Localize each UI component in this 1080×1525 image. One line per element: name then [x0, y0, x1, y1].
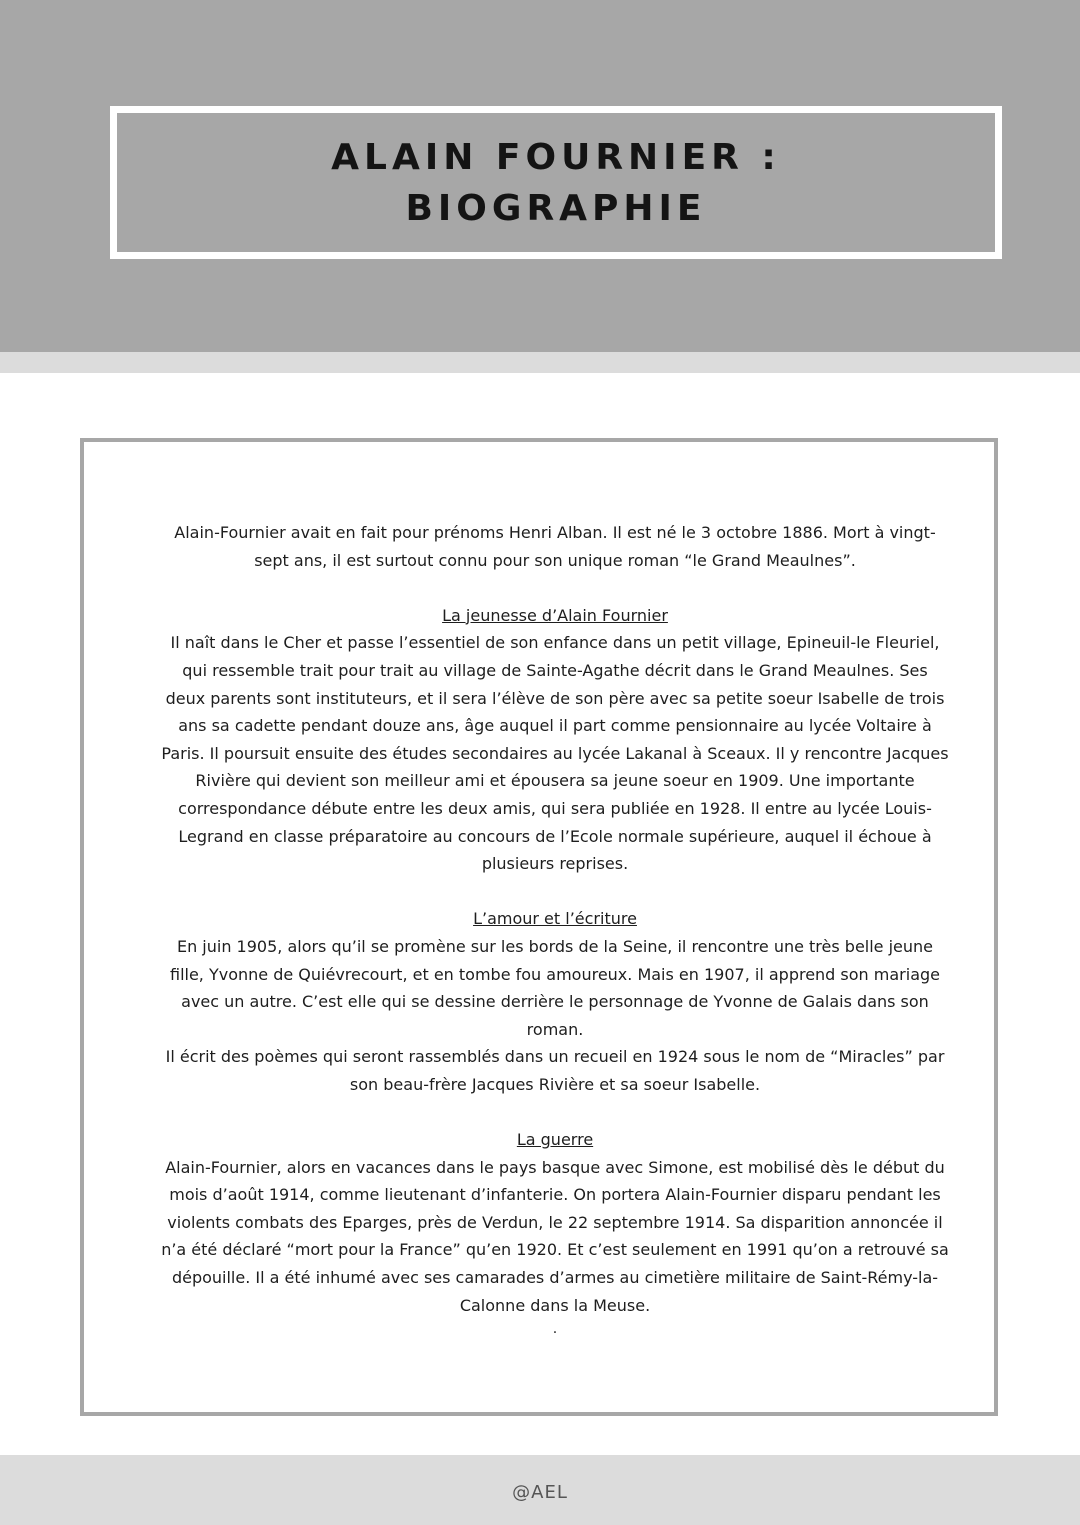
section-paragraph-guerre: Alain-Fournier, alors en vacances dans le pays basque avec Simone, est mobilisé dès le début du mois d’août 1914, comme lieutenant d’infanterie. On portera Alain-Fournier disparu pendant les violents combats des Eparges, près de Verdun, le 22 septembre 1914. Sa disparition annoncée il n’a été déclaré “mort pour la France” qu’en 1920. Et c’est seulement en 1991 qu’on a retrouvé sa dépouille. Il a été inhumé avec ses camarades d’armes au cimetière militaire de Saint-Rémy-la-Calonne dans la Meuse. — [161, 1157, 949, 1315]
section-paragraph-amour-1: En juin 1905, alors qu’il se promène sur les bords de la Seine, il rencontre une très belle jeune fille, Yvonne de Quiévrecourt, et en tombe fou amoureux. Mais en 1907, il apprend son mariage avec un autre. C’est elle qui se dessine derrière le personnage de Yvonne de Galais dans son roman. — [169, 936, 940, 1039]
footer-credit: @AEL — [512, 1481, 568, 1503]
title-frame — [110, 106, 1002, 259]
trailing-mark: . — [552, 1321, 558, 1338]
section-paragraph-jeunesse: Il naît dans le Cher et passe l’essentiel de son enfance dans un petit village, Epineuil-le Fleuriel, qui ressemble trait pour trait au village de Sainte-Agathe décrit dans le Grand Meaulnes. Ses deux parents sont instituteurs, et il sera l’élève de son père avec sa petite soeur Isabelle de trois ans sa cadette pendant douze ans, âge auquel il part comme pensionnaire au lycée Voltaire à Paris. Il poursuit ensuite des études secondaires au lycée Lakanal à Sceaux. Il y rencontre Jacques Rivière qui devient son meilleur ami et épousera sa jeune soeur en 1909. Une importante correspondance débute entre les deux amis, qui sera publiée en 1928. Il entre au lycée Louis-Legrand en classe préparatoire au concours de l’Ecole normale supérieure, auquel il échoue à plusieurs reprises. — [161, 633, 949, 874]
footer-band — [0, 1455, 1080, 1525]
intro-paragraph: Alain-Fournier avait en fait pour prénoms Henri Alban. Il est né le 3 octobre 1886. Mort à vingt-sept ans, il est surtout connu pour son unique roman “le Grand Meaulnes”. — [174, 523, 936, 570]
section-heading-amour: L’amour et l’écriture — [473, 909, 637, 929]
biography-body — [160, 519, 950, 1339]
section-paragraph-amour-2: Il écrit des poèmes qui seront rassemblés dans un recueil en 1924 sous le nom de “Miracles” par son beau-frère Jacques Rivière et sa soeur Isabelle. — [165, 1047, 945, 1094]
content-frame — [80, 438, 998, 1416]
header-strip — [0, 352, 1080, 373]
section-heading-guerre: La guerre — [516, 1130, 594, 1150]
page-title: ALAIN FOURNIER : BIOGRAPHIE — [331, 136, 781, 229]
section-heading-jeunesse: La jeunesse d’Alain Fournier — [442, 605, 668, 625]
